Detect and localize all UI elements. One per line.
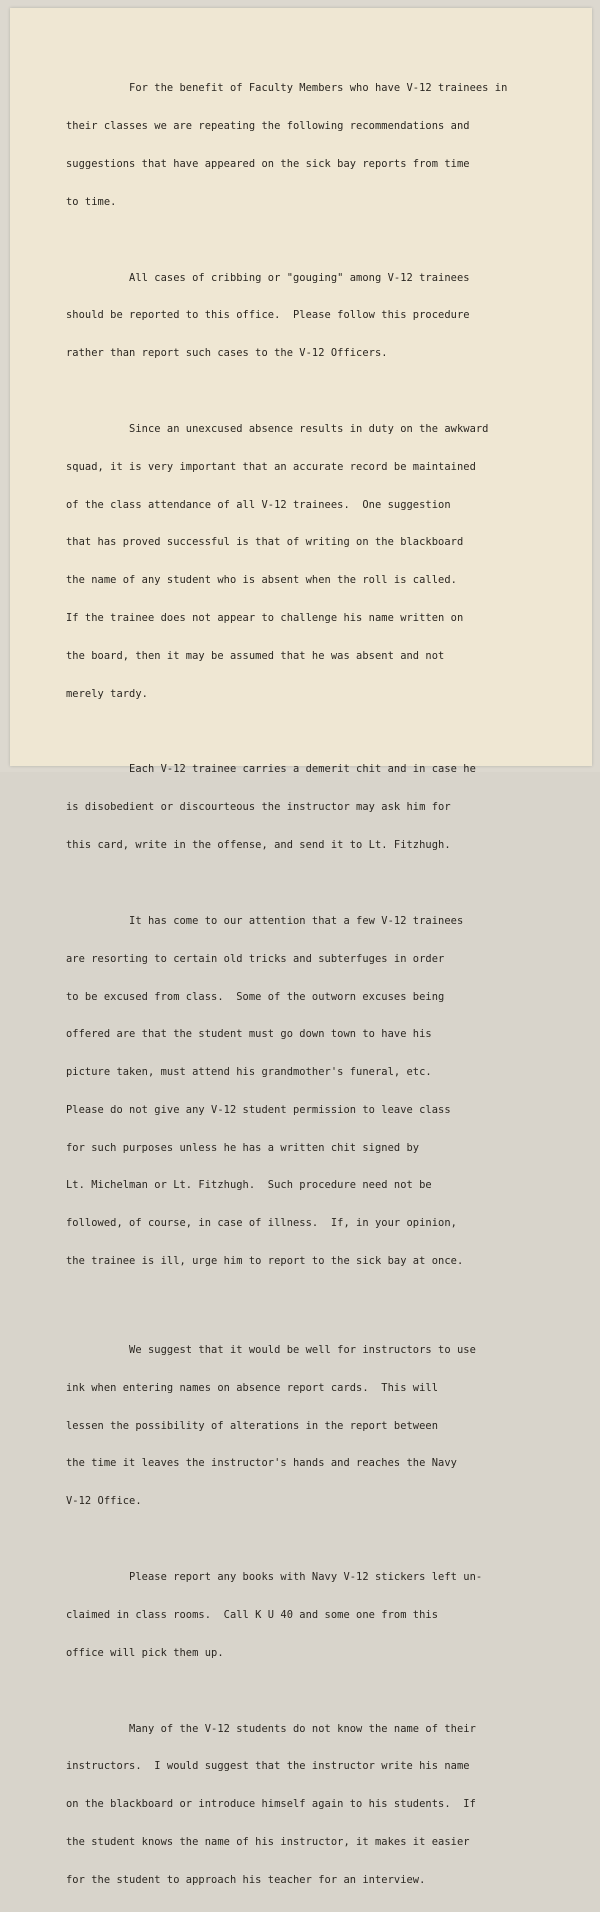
paragraph-gap	[66, 725, 536, 738]
text-line: the time it leaves the instructor's hands and reaches the Navy	[66, 1457, 457, 1470]
paragraph-7	[66, 1546, 536, 1685]
text-line: the trainee is ill, urge him to report to the sick bay at once.	[66, 1255, 464, 1268]
text-line: the board, then it may be assumed that he was absent and not	[66, 649, 445, 662]
text-line: ink when entering names on absence report cards. This will	[66, 1381, 439, 1394]
paragraph-gap	[66, 233, 536, 246]
text-line: Lt. Michelman or Lt. Fitzhugh. Such procedure need not be	[66, 1179, 432, 1192]
paragraph-gap	[66, 385, 536, 398]
paragraph-6	[66, 1319, 536, 1533]
text-line: office will pick them up.	[66, 1646, 224, 1659]
text-line: V-12 Office.	[66, 1495, 142, 1508]
text-line: lessen the possibility of alterations in the report between	[66, 1419, 439, 1432]
text-line: rather than report such cases to the V-12 Officers.	[66, 347, 388, 360]
paragraph-8	[66, 1697, 536, 1911]
text-line: are resorting to certain old tricks and subterfuges in order	[66, 952, 445, 965]
text-line: Please do not give any V-12 student permission to leave class	[66, 1103, 451, 1116]
paragraph-2	[66, 246, 536, 385]
text-line: this card, write in the offense, and send it to Lt. Fitzhugh.	[66, 839, 451, 852]
text-line: All cases of cribbing or "gouging" among V-12 trainees	[66, 271, 470, 284]
text-line: We suggest that it would be well for instructors to use	[66, 1344, 476, 1356]
text-line: Many of the V-12 students do not know the name of their	[66, 1722, 476, 1735]
text-line: their classes we are repeating the following recommendations and	[66, 119, 470, 132]
text-line: If the trainee does not appear to challenge his name written on	[66, 611, 464, 624]
text-line: of the class attendance of all V-12 trainees. One suggestion	[66, 498, 451, 511]
paragraph-1	[66, 57, 536, 233]
text-line: that has proved successful is that of writing on the blackboard	[66, 536, 464, 549]
text-line: to time.	[66, 195, 117, 208]
text-line: the name of any student who is absent when the roll is called.	[66, 574, 457, 587]
text-line: for the student to approach his teacher for an interview.	[66, 1873, 426, 1886]
paragraph-gap	[66, 1684, 536, 1697]
text-line: offered are that the student must go down town to have his	[66, 1028, 432, 1041]
text-line: claimed in class rooms. Call K U 40 and some one from this	[66, 1608, 439, 1621]
text-line: the student knows the name of his instructor, it makes it easier	[66, 1835, 470, 1848]
paragraph-gap	[66, 877, 536, 890]
text-line: for such purposes unless he has a written chit signed by	[66, 1141, 420, 1154]
paragraph-gap	[66, 1533, 536, 1546]
text-line: squad, it is very important that an accurate record be maintained	[66, 460, 476, 473]
text-line: picture taken, must attend his grandmother's funeral, etc.	[66, 1066, 432, 1079]
paragraph-3	[66, 398, 536, 725]
text-line: suggestions that have appeared on the sick bay reports from time	[66, 157, 470, 170]
text-line: It has come to our attention that a few V-12 trainees	[66, 915, 464, 927]
text-line: merely tardy.	[66, 687, 148, 700]
text-line: Since an unexcused absence results in duty on the awkward	[66, 423, 489, 436]
paragraph-5	[66, 890, 536, 1293]
text-line: followed, of course, in case of illness. If, in your opinion,	[66, 1217, 457, 1230]
text-line: Please report any books with Navy V-12 stickers left un-	[66, 1571, 483, 1584]
text-line: should be reported to this office. Please follow this procedure	[66, 309, 470, 322]
text-line: is disobedient or discourteous the instructor may ask him for	[66, 801, 451, 814]
text-line: Each V-12 trainee carries a demerit chit and in case he	[66, 763, 476, 776]
text-line: For the benefit of Faculty Members who have V-12 trainees in	[66, 82, 508, 95]
paragraph-4	[66, 738, 536, 877]
text-line: to be excused from class. Some of the outworn excuses being	[66, 990, 445, 1003]
paragraph-gap	[66, 1293, 536, 1319]
text-line: on the blackboard or introduce himself again to his students. If	[66, 1798, 476, 1811]
text-line: instructors. I would suggest that the instructor write his name	[66, 1760, 470, 1773]
memo-body	[66, 57, 536, 1912]
